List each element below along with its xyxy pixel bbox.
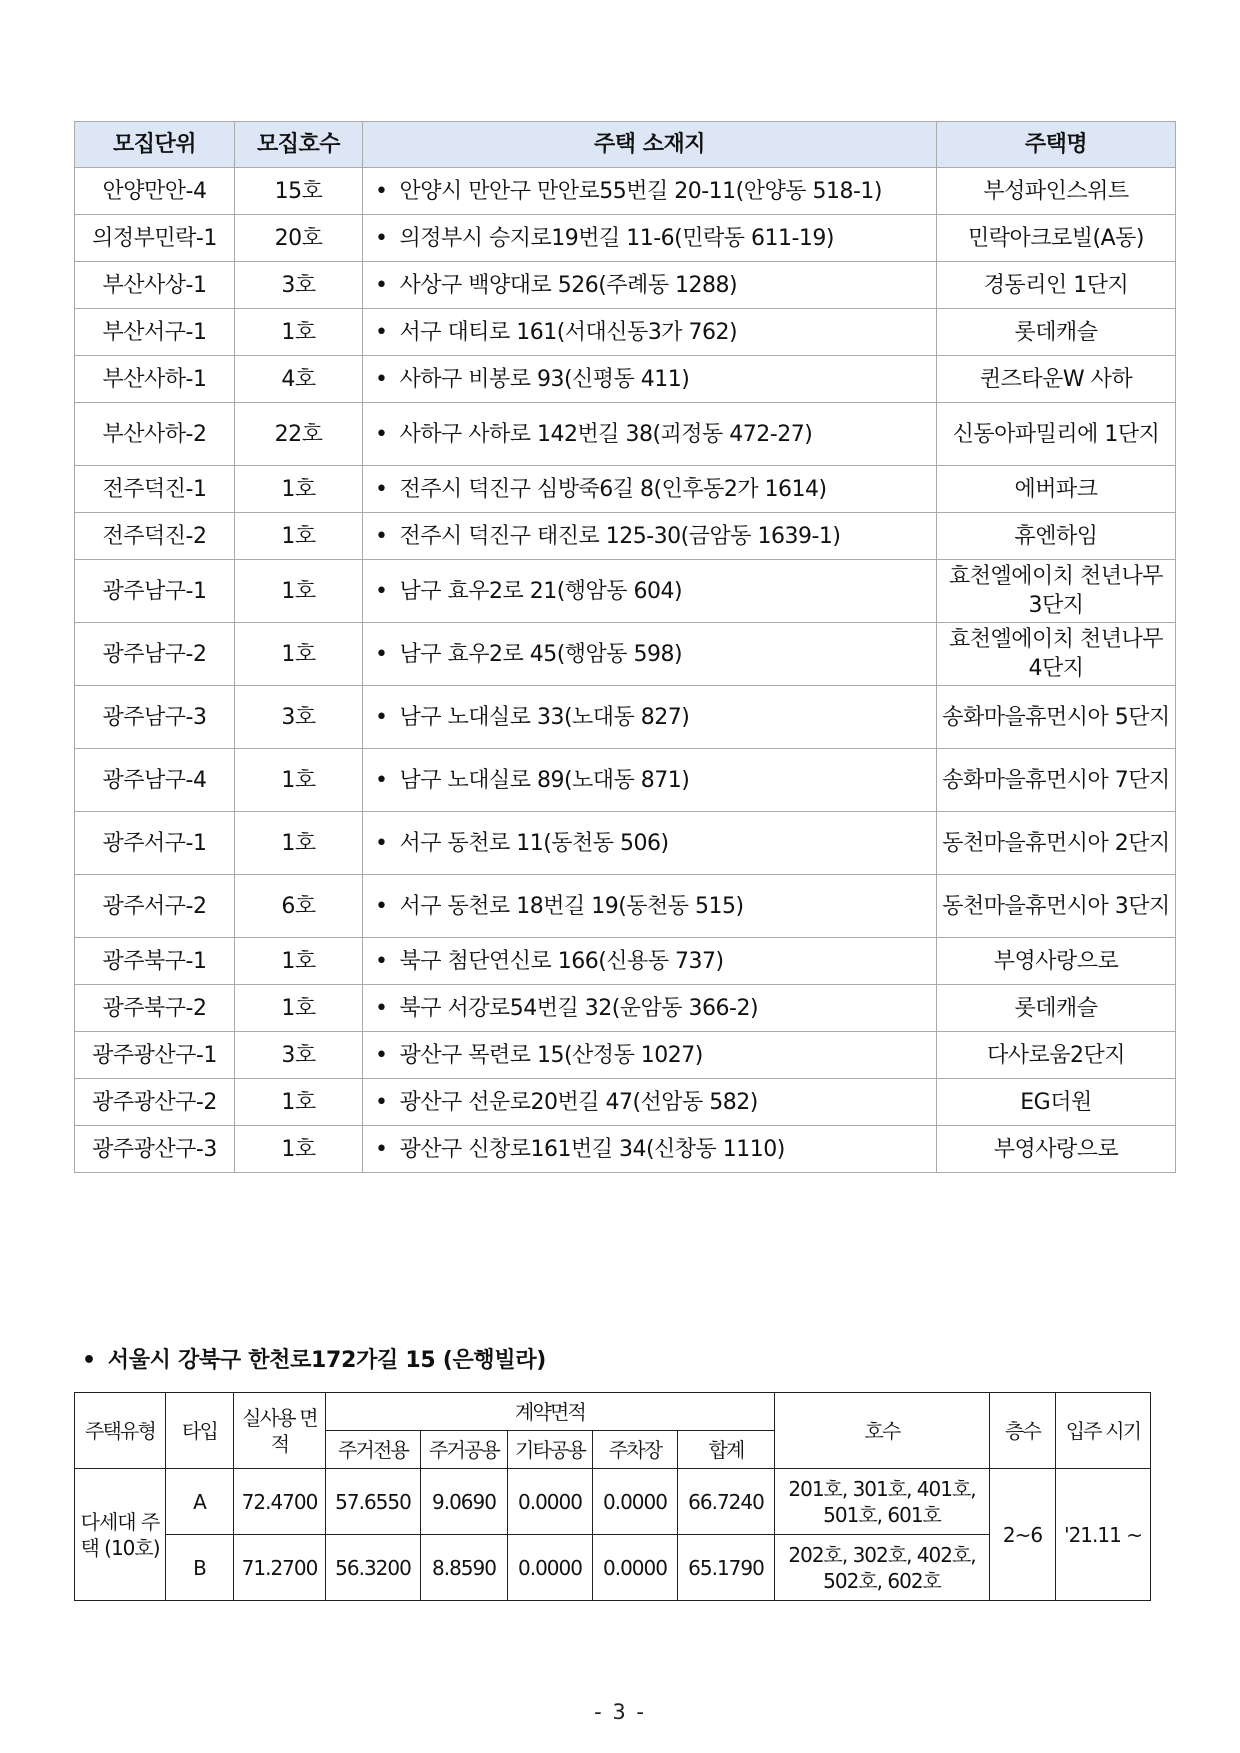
unit-cell: 부산사상-1 <box>75 262 235 309</box>
address-cell <box>363 356 937 403</box>
address-text: 남구 효우2로 45(행암동 598) <box>399 641 683 667</box>
count-cell: 3호 <box>235 686 363 749</box>
header-name: 주택명 <box>937 122 1176 168</box>
bullet: • <box>375 578 388 604</box>
header-units: 호수 <box>775 1393 990 1469</box>
name-cell: 동천마을휴먼시아 2단지 <box>937 812 1176 875</box>
total-cell: 66.7240 <box>678 1469 775 1535</box>
table-row <box>75 309 1176 356</box>
bullet: • <box>375 272 388 298</box>
header-address: 주택 소재지 <box>363 122 937 168</box>
unit-cell: 광주북구-2 <box>75 985 235 1032</box>
name-cell: 송화마을휴먼시아 7단지 <box>937 749 1176 812</box>
unit-cell: 전주덕진-1 <box>75 466 235 513</box>
count-cell: 1호 <box>235 812 363 875</box>
bullet: • <box>375 1136 388 1162</box>
count-cell: 3호 <box>235 262 363 309</box>
bullet: • <box>375 767 388 793</box>
bullet: • <box>375 893 388 919</box>
table-row <box>75 1079 1176 1126</box>
address-text: 의정부시 승지로19번길 11-6(민락동 611-19) <box>399 225 835 251</box>
unit-cell: 전주덕진-2 <box>75 513 235 560</box>
bullet: • <box>375 421 388 447</box>
unit-cell: 부산사하-1 <box>75 356 235 403</box>
address-cell <box>363 623 937 686</box>
exclusive-area-cell: 71.2700 <box>234 1535 326 1601</box>
address-text: 사상구 백양대로 526(주례동 1288) <box>399 272 738 298</box>
unit-cell: 부산사하-2 <box>75 403 235 466</box>
address-cell <box>363 938 937 985</box>
bullet: • <box>375 523 388 549</box>
address-cell <box>363 875 937 938</box>
floors-cell: 2~6 <box>990 1469 1056 1601</box>
name-cell: 부영사랑으로 <box>937 938 1176 985</box>
count-cell: 6호 <box>235 875 363 938</box>
header-total: 합계 <box>678 1431 775 1469</box>
table-row <box>75 938 1176 985</box>
bullet: • <box>375 319 388 345</box>
table-row <box>75 168 1176 215</box>
address-cell <box>363 1032 937 1079</box>
housing-list-table <box>74 121 1176 1173</box>
header-floors: 층수 <box>990 1393 1056 1469</box>
table-row <box>75 403 1176 466</box>
bullet: • <box>375 476 388 502</box>
unit-cell: 광주남구-3 <box>75 686 235 749</box>
address-text: 서구 동천로 18번길 19(동천동 515) <box>399 893 744 919</box>
bullet: • <box>375 1089 388 1115</box>
page-number: - 3 - <box>594 1700 646 1724</box>
address-text: 서구 대티로 161(서대신동3가 762) <box>399 319 738 345</box>
table-row <box>75 356 1176 403</box>
address-text: 남구 효우2로 21(행암동 604) <box>399 578 683 604</box>
address-cell <box>363 168 937 215</box>
header-residential-exclusive: 주거전용 <box>326 1431 421 1469</box>
table-header-row <box>75 122 1176 168</box>
count-cell: 1호 <box>235 938 363 985</box>
table-row <box>75 262 1176 309</box>
count-cell: 1호 <box>235 309 363 356</box>
residential-exclusive-cell: 57.6550 <box>326 1469 421 1535</box>
unit-cell: 광주서구-2 <box>75 875 235 938</box>
address-cell <box>363 215 937 262</box>
header-count: 모집호수 <box>235 122 363 168</box>
table-row <box>75 513 1176 560</box>
unit-cell: 광주광산구-3 <box>75 1126 235 1173</box>
count-cell: 1호 <box>235 749 363 812</box>
address-cell <box>363 466 937 513</box>
name-cell: 부영사랑으로 <box>937 1126 1176 1173</box>
name-cell: 신동아파밀리에 1단지 <box>937 403 1176 466</box>
unit-detail-table <box>74 1392 1151 1601</box>
address-text: 남구 노대실로 33(노대동 827) <box>399 704 690 730</box>
parking-cell: 0.0000 <box>593 1469 678 1535</box>
units-cell: 201호, 301호, 401호, 501호, 601호 <box>775 1469 990 1535</box>
name-cell: 롯데캐슬 <box>937 309 1176 356</box>
address-cell <box>363 309 937 356</box>
bullet: • <box>375 225 388 251</box>
bullet: • <box>375 830 388 856</box>
residential-common-cell: 9.0690 <box>421 1469 508 1535</box>
total-cell: 65.1790 <box>678 1535 775 1601</box>
unit-cell: 광주북구-1 <box>75 938 235 985</box>
count-cell: 1호 <box>235 513 363 560</box>
other-common-cell: 0.0000 <box>508 1469 593 1535</box>
address-text: 전주시 덕진구 심방죽6길 8(인후동2가 1614) <box>399 476 827 502</box>
address-text: 사하구 비봉로 93(신평동 411) <box>399 366 690 392</box>
name-cell: 경동리인 1단지 <box>937 262 1176 309</box>
header-type: 타입 <box>166 1393 234 1469</box>
table-row <box>75 1032 1176 1079</box>
table-row <box>75 686 1176 749</box>
header-housing-type: 주택유형 <box>75 1393 166 1469</box>
count-cell: 1호 <box>235 1126 363 1173</box>
name-cell: 다사로움2단지 <box>937 1032 1176 1079</box>
unit-cell: 부산서구-1 <box>75 309 235 356</box>
section-bullet: • <box>82 1348 96 1373</box>
address-cell <box>363 513 937 560</box>
address-text: 광산구 선운로20번길 47(선암동 582) <box>399 1089 758 1115</box>
address-cell <box>363 1126 937 1173</box>
bullet: • <box>375 995 388 1021</box>
header-unit: 모집단위 <box>75 122 235 168</box>
table2-header-row-1 <box>75 1393 1151 1431</box>
unit-cell: 광주서구-1 <box>75 812 235 875</box>
address-cell <box>363 560 937 623</box>
name-cell: 퀸즈타운W 사하 <box>937 356 1176 403</box>
table-row <box>75 1469 1151 1535</box>
header-contract-area: 계약면적 <box>326 1393 775 1431</box>
address-cell <box>363 812 937 875</box>
count-cell: 3호 <box>235 1032 363 1079</box>
bullet: • <box>375 178 388 204</box>
section-title-text: 서울시 강북구 한천로172가길 15 (은행빌라) <box>107 1348 547 1373</box>
unit-cell: 광주남구-1 <box>75 560 235 623</box>
count-cell: 1호 <box>235 560 363 623</box>
address-text: 북구 서강로54번길 32(운암동 366-2) <box>399 995 759 1021</box>
unit-cell: 광주광산구-2 <box>75 1079 235 1126</box>
address-text: 사하구 사하로 142번길 38(괴정동 472-27) <box>399 421 813 447</box>
bullet: • <box>375 1042 388 1068</box>
table-row <box>75 1535 1151 1601</box>
count-cell: 1호 <box>235 466 363 513</box>
unit-cell: 광주남구-2 <box>75 623 235 686</box>
section-title <box>82 1343 546 1374</box>
bullet: • <box>375 641 388 667</box>
unit-cell: 광주남구-4 <box>75 749 235 812</box>
unit-cell: 안양만안-4 <box>75 168 235 215</box>
address-text: 안양시 만안구 만안로55번길 20-11(안양동 518-1) <box>399 178 882 204</box>
unit-cell: 의정부민락-1 <box>75 215 235 262</box>
table-row <box>75 466 1176 513</box>
address-text: 광산구 목련로 15(산정동 1027) <box>399 1042 703 1068</box>
residential-common-cell: 8.8590 <box>421 1535 508 1601</box>
header-exclusive-area: 실사용 면적 <box>234 1393 326 1469</box>
address-cell <box>363 749 937 812</box>
name-cell: 동천마을휴먼시아 3단지 <box>937 875 1176 938</box>
table-row <box>75 215 1176 262</box>
exclusive-area-cell: 72.4700 <box>234 1469 326 1535</box>
address-cell <box>363 403 937 466</box>
address-cell <box>363 1079 937 1126</box>
name-cell: EG더원 <box>937 1079 1176 1126</box>
table-row <box>75 749 1176 812</box>
count-cell: 15호 <box>235 168 363 215</box>
count-cell: 4호 <box>235 356 363 403</box>
address-text: 남구 노대실로 89(노대동 871) <box>399 767 690 793</box>
count-cell: 20호 <box>235 215 363 262</box>
address-cell <box>363 262 937 309</box>
bullet: • <box>375 948 388 974</box>
address-text: 서구 동천로 11(동천동 506) <box>399 830 669 856</box>
count-cell: 22호 <box>235 403 363 466</box>
name-cell: 효천엘에이치 천년나무 4단지 <box>937 623 1176 686</box>
count-cell: 1호 <box>235 985 363 1032</box>
table-row <box>75 875 1176 938</box>
name-cell: 민락아크로빌(A동) <box>937 215 1176 262</box>
table-row <box>75 560 1176 623</box>
header-other-common: 기타공용 <box>508 1431 593 1469</box>
residential-exclusive-cell: 56.3200 <box>326 1535 421 1601</box>
name-cell: 롯데캐슬 <box>937 985 1176 1032</box>
header-move-in: 입주 시기 <box>1056 1393 1151 1469</box>
units-cell: 202호, 302호, 402호, 502호, 602호 <box>775 1535 990 1601</box>
count-cell: 1호 <box>235 623 363 686</box>
table-row <box>75 985 1176 1032</box>
move-in-cell: '21.11 ~ <box>1056 1469 1151 1601</box>
table-row <box>75 623 1176 686</box>
housing-type-cell: 다세대 주택 (10호) <box>75 1469 166 1601</box>
name-cell: 휴엔하임 <box>937 513 1176 560</box>
header-parking: 주차장 <box>593 1431 678 1469</box>
header-residential-common: 주거공용 <box>421 1431 508 1469</box>
address-cell <box>363 985 937 1032</box>
bullet: • <box>375 704 388 730</box>
unit-cell: 광주광산구-1 <box>75 1032 235 1079</box>
bullet: • <box>375 366 388 392</box>
table-row <box>75 812 1176 875</box>
address-cell <box>363 686 937 749</box>
address-text: 전주시 덕진구 태진로 125-30(금암동 1639-1) <box>399 523 841 549</box>
name-cell: 부성파인스위트 <box>937 168 1176 215</box>
name-cell: 송화마을휴먼시아 5단지 <box>937 686 1176 749</box>
name-cell: 에버파크 <box>937 466 1176 513</box>
table-row <box>75 1126 1176 1173</box>
address-text: 북구 첨단연신로 166(신용동 737) <box>399 948 724 974</box>
other-common-cell: 0.0000 <box>508 1535 593 1601</box>
type-cell: B <box>166 1535 234 1601</box>
address-text: 광산구 신창로161번길 34(신창동 1110) <box>399 1136 785 1162</box>
count-cell: 1호 <box>235 1079 363 1126</box>
name-cell: 효천엘에이치 천년나무 3단지 <box>937 560 1176 623</box>
parking-cell: 0.0000 <box>593 1535 678 1601</box>
type-cell: A <box>166 1469 234 1535</box>
